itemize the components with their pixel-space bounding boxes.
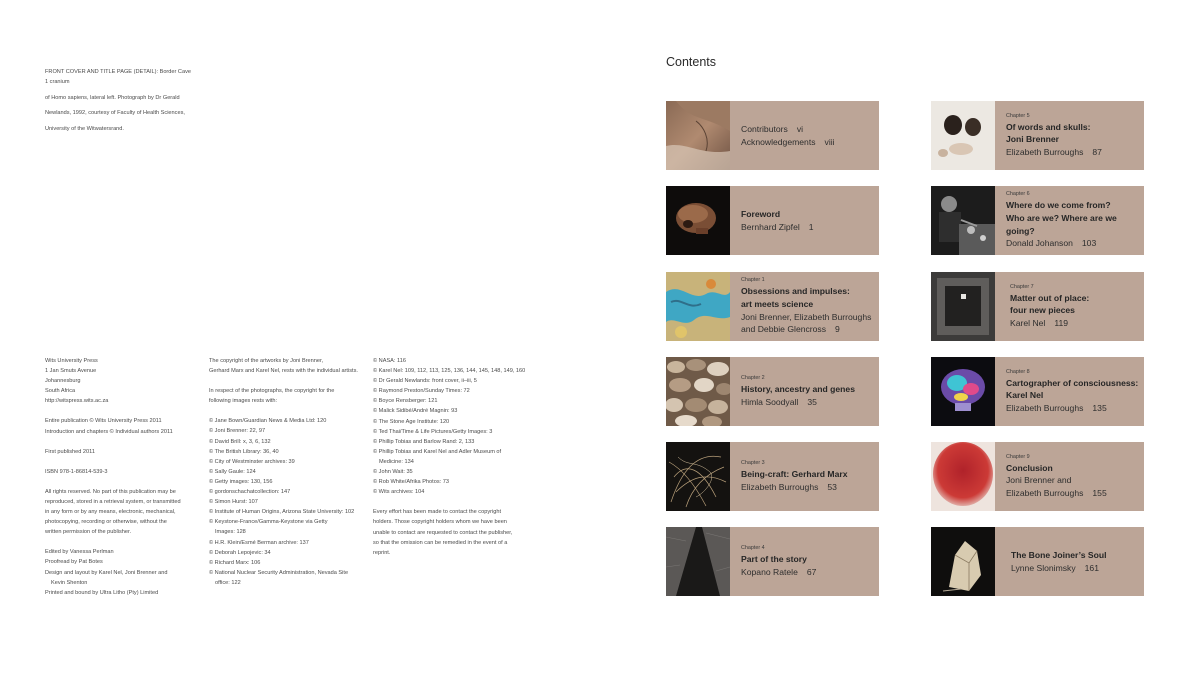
photo-credit: © Sally Gaule: 124 — [209, 468, 256, 475]
toc-entry-text — [741, 186, 875, 255]
toc-title: Conclusion — [1006, 462, 1053, 473]
photo-credit: © City of Westminster archives: 39 — [209, 458, 295, 465]
toc-entry-text — [1006, 101, 1140, 170]
caption-line: FRONT COVER AND TITLE PAGE (DETAIL): Border Cave 1 cranium — [45, 68, 191, 85]
toc-title: art meets science — [741, 298, 814, 309]
author-name: Elizabeth Burroughs — [1006, 402, 1084, 413]
photo-credit: © Ted Thai/Time & Life Pictures/Getty Images: 3 — [373, 428, 493, 435]
page-number: 119 — [1054, 317, 1069, 328]
toc-title: The Bone Joiner’s Soul — [1011, 549, 1107, 560]
author-name: Joni Brenner and — [1006, 475, 1072, 486]
toc-author — [741, 323, 875, 336]
caption-line: Newlands, 1992, courtesy of Faculty of Health Sciences, — [45, 110, 185, 117]
toc-title: Of words and skulls: — [1006, 121, 1091, 132]
toc-entry-chapter-7[interactable] — [931, 272, 1144, 341]
toc-title: Joni Brenner — [1006, 134, 1060, 145]
photo-credit: © Phillip Tobias and Barlow Rand: 2, 133 — [373, 438, 475, 445]
author-name: Kopano Ratele — [741, 566, 798, 577]
author-name: Bernhard Zipfel — [741, 221, 800, 232]
page-number: vi — [796, 123, 804, 134]
toc-title: Foreword — [741, 208, 781, 219]
page-number: 103 — [1081, 238, 1097, 249]
artwork-copyright: The copyright of the artworks by Joni Brenner, — [209, 358, 324, 364]
chapter-number: Chapter 2 — [741, 374, 765, 381]
copyright-line: Introduction and chapters © Individual authors 2011 — [45, 428, 173, 435]
contact-note: unable to contact are requested to contact the publisher, — [373, 529, 513, 536]
colophon-column-3 — [373, 356, 533, 558]
page-number: 53 — [827, 481, 837, 492]
photo-credit: © John Wait: 35 — [373, 469, 413, 476]
contact-note: Every effort has been made to contact the copyright — [373, 509, 502, 516]
photo-credit: © Deborah Lepojevic: 34 — [209, 549, 271, 556]
author-name: Joni Brenner, Elizabeth Burroughs — [741, 311, 872, 322]
toc-entry-chapter-6[interactable] — [931, 186, 1144, 255]
toc-entry-text — [1006, 357, 1140, 426]
toc-line — [741, 123, 875, 136]
toc-entry-chapter-3[interactable] — [666, 442, 879, 511]
chapter-number: Chapter 4 — [741, 544, 765, 551]
credits-line: Design and layout by Karel Nel, Joni Brenner and — [45, 569, 168, 576]
colored-skull-thumbnail — [931, 357, 995, 426]
author-name: Elizabeth Burroughs — [741, 481, 819, 492]
first-published: First published 2011 — [45, 448, 95, 455]
toc-author — [1006, 402, 1140, 415]
dark-cone-thumbnail — [666, 527, 730, 596]
photo-credit: © gordonschachatcollection: 147 — [209, 489, 291, 496]
photo-credit: © The British Library: 36, 40 — [209, 448, 279, 455]
toc-entry-text — [741, 527, 875, 596]
photo-credit: © Raymond Preston/Sunday Times: 72 — [373, 388, 470, 395]
isbn: ISBN 978-1-86814-539-3 — [45, 468, 108, 475]
cover-caption — [45, 61, 195, 140]
photo-credit: © Dr Gerald Newlands: front cover, ii–iii, 5 — [373, 378, 477, 385]
photo-credit: © H.R. Klein/Esmé Berman archive: 137 — [209, 539, 309, 546]
colophon-column-2 — [209, 356, 369, 588]
photo-copyright-intro: following images rests with: — [209, 398, 278, 405]
chapter-number: Chapter 3 — [741, 459, 765, 466]
toc-entry-text — [741, 442, 875, 511]
photo-credit: © National Nuclear Security Administration, Nevada Site — [209, 569, 349, 576]
photo-credit: © David Brill: x, 3, 6, 132 — [209, 438, 271, 445]
author-name: Donald Johanson — [1006, 238, 1073, 249]
toc-author — [1010, 317, 1140, 330]
chapter-number: Chapter 1 — [741, 277, 765, 284]
contact-note: so that the omission can be remedied in the event of a — [373, 539, 508, 546]
red-painting-thumbnail — [931, 442, 995, 511]
toc-title: History, ancestry and genes — [741, 383, 855, 394]
toc-title: Part of the story — [741, 553, 807, 564]
photo-credit: © Getty images: 130, 156 — [209, 478, 273, 485]
photo-credit: © Institute of Human Origins, Arizona State University: 102 — [209, 509, 355, 516]
toc-entry-chapter-1[interactable] — [666, 272, 879, 341]
photo-credit: © Richard Marx: 106 — [209, 559, 261, 566]
photo-credit: © Keystone-France/Gamma-Keystone via Getty — [209, 519, 328, 526]
photo-credit: © NASA: 116 — [373, 358, 406, 364]
chapter-number: Chapter 7 — [1010, 283, 1034, 290]
toc-author — [1006, 474, 1140, 487]
rights-line: All rights reserved. No part of this publication may be — [45, 488, 176, 495]
rights-line: in any form or by any means, electronic, mechanical, — [45, 509, 176, 516]
credits-line: Kevin Shenton — [51, 579, 88, 586]
copyright-line: Entire publication © Wits University Press 2011 — [45, 418, 162, 425]
toc-author — [741, 566, 875, 579]
rights-line: photocopying, recording or otherwise, without the — [45, 519, 167, 526]
photo-credit: © Boyce Rensberger: 121 — [373, 398, 438, 405]
toc-entry-text — [741, 357, 875, 426]
photo-credit: Medicine: 134 — [379, 458, 414, 465]
square-artwork-thumbnail — [931, 272, 995, 341]
toc-author — [741, 311, 875, 324]
author-name: Himla Soodyall — [741, 396, 799, 407]
toc-title: Where do we come from? — [1006, 200, 1111, 211]
chapter-number: Chapter 5 — [1006, 112, 1030, 119]
toc-entry-bone-joiners-soul[interactable] — [931, 527, 1144, 596]
author-name: and Debbie Glencross — [741, 324, 827, 335]
skull-photo-thumbnail — [666, 186, 730, 255]
publisher-url: http://witspress.wits.ac.za — [45, 398, 109, 405]
caption-line: University of the Witwatersrand. — [45, 126, 124, 133]
toc-entry-text — [1010, 272, 1140, 341]
artwork-copyright: Gerhard Marx and Karel Nel, rests with the individual artists. — [209, 368, 358, 375]
page-number: viii — [824, 136, 835, 147]
scientist-photo-thumbnail — [931, 186, 995, 255]
microscopy-thumbnail — [666, 272, 730, 341]
toc-entry-text — [1011, 527, 1140, 596]
page-number: 161 — [1084, 562, 1099, 573]
page-number: 67 — [806, 566, 817, 577]
toc-title: Matter out of place: — [1010, 292, 1090, 303]
toc-entry-chapter-4[interactable] — [666, 527, 879, 596]
photo-credit: © Jane Bown/Guardian News & Media Ltd: 120 — [209, 418, 327, 425]
contact-note: holders. Those copyright holders whom we have been — [373, 519, 507, 526]
contact-note: reprint. — [373, 549, 391, 556]
toc-title: Cartographer of consciousness: — [1006, 377, 1139, 388]
toc-title: Karel Nel — [1006, 390, 1044, 401]
toc-entry-contributors[interactable] — [666, 101, 879, 170]
skull-painting-thumbnail — [931, 101, 995, 170]
page-number: 87 — [1092, 146, 1102, 157]
toc-entry-chapter-8[interactable] — [931, 357, 1144, 426]
toc-author — [741, 396, 875, 409]
page-number: 9 — [835, 324, 840, 335]
page-number: 35 — [807, 396, 817, 407]
wire-sculpture-thumbnail — [666, 442, 730, 511]
toc-entry-foreword[interactable] — [666, 186, 879, 255]
pebbles-thumbnail — [666, 357, 730, 426]
caption-line: of Homo sapiens, lateral left. Photograph by Dr Gerald — [45, 94, 180, 101]
toc-entry-text — [741, 101, 875, 170]
toc-author — [1006, 146, 1140, 159]
toc-author — [741, 481, 875, 494]
toc-title: Being-craft: Gerhard Marx — [741, 468, 848, 479]
bone-sculpture-thumbnail — [931, 527, 995, 596]
address-line: Johannesburg — [45, 378, 81, 385]
toc-author — [1006, 237, 1140, 250]
photo-credit: office: 122 — [215, 579, 241, 586]
page-number: 1 — [808, 221, 814, 232]
rights-line: reproduced, stored in a retrieval system, or transmitted — [45, 498, 181, 505]
toc-line-text: Contributors — [741, 123, 788, 134]
rights-line: written permission of the publisher. — [45, 529, 132, 536]
contents-title: Contents — [666, 55, 717, 69]
toc-author — [741, 221, 875, 234]
address-line: Wits University Press — [45, 358, 98, 364]
toc-title: Who are we? Where are we going? — [1006, 212, 1117, 236]
photo-credit: © Karel Nel: 109, 112, 113, 125, 136, 144, 145, 148, 149, 160 — [373, 368, 526, 375]
credits-line: Printed and bound by Ultra Litho (Pty) Limited — [45, 589, 159, 596]
toc-entry-chapter-9[interactable] — [931, 442, 1144, 511]
photo-credit: © Wits archives: 104 — [373, 489, 425, 496]
author-name: Elizabeth Burroughs — [1006, 146, 1084, 157]
chapter-number: Chapter 6 — [1006, 191, 1030, 198]
photo-credit: © Simon Hurst: 107 — [209, 499, 258, 506]
author-name: Lynne Slonimsky — [1011, 562, 1076, 573]
toc-line — [741, 136, 875, 149]
skull-fragment-thumbnail — [666, 101, 730, 170]
photo-copyright-intro: In respect of the photographs, the copyright for the — [209, 388, 335, 395]
toc-entry-chapter-5[interactable] — [931, 101, 1144, 170]
photo-credit: © Phillip Tobias and Karel Nel and Adler Museum of — [373, 448, 502, 455]
toc-line-text: Acknowledgements — [741, 136, 816, 147]
credits-line: Edited by Vanessa Perlman — [45, 549, 114, 556]
photo-credit: Images: 128 — [215, 529, 246, 536]
address-line: South Africa — [45, 388, 76, 395]
toc-author — [1011, 562, 1140, 575]
author-name: Karel Nel — [1010, 317, 1046, 328]
photo-credit: © Joni Brenner: 22, 97 — [209, 428, 266, 435]
chapter-number: Chapter 8 — [1006, 368, 1030, 375]
toc-entry-chapter-2[interactable] — [666, 357, 879, 426]
colophon-column-1 — [45, 356, 195, 598]
author-name: Elizabeth Burroughs — [1006, 487, 1084, 498]
photo-credit: © The Stone Age Institute: 120 — [373, 418, 450, 425]
chapter-number: Chapter 9 — [1006, 453, 1030, 460]
toc-author — [1006, 487, 1140, 500]
page-number: 155 — [1092, 487, 1107, 498]
address-line: 1 Jan Smuts Avenue — [45, 368, 97, 375]
toc-entry-text — [1006, 186, 1140, 255]
photo-credit: © Rob White/Afrika Photos: 73 — [373, 479, 449, 486]
credits-line: Proofread by Pat Botes — [45, 559, 103, 566]
toc-entry-text — [741, 272, 875, 341]
photo-credit: © Malick Sidibé/André Magnin: 93 — [373, 408, 458, 415]
page-number: 135 — [1092, 402, 1107, 413]
toc-title: four new pieces — [1010, 305, 1075, 316]
toc-title: Obsessions and impulses: — [741, 286, 850, 297]
toc-entry-text — [1006, 442, 1140, 511]
